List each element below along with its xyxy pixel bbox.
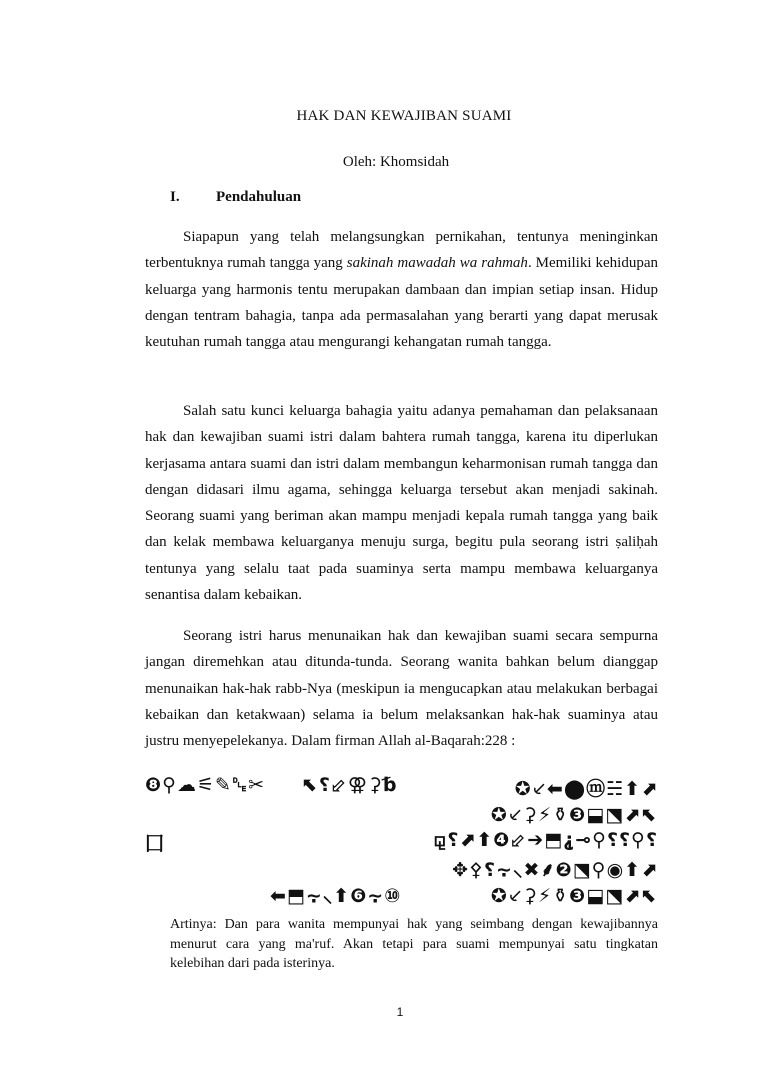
arabic-glyphs-5a: ⬅⬒⸟⸜⬆❻⸟⑩ (270, 885, 402, 907)
paragraph-1-italic: sakinah mawadah wa rahmah (346, 255, 528, 272)
arabic-glyphs-3b: ⚼⸮⬈⬆❹⬃➔⬒⸘⊸⚲⸮⸮⚲⸮ (433, 829, 658, 851)
arabic-verse-line-4: ✥⚴⸮⸟⸜✖⸙❷⬔⚲◉⬆⬈ (452, 859, 658, 881)
arabic-glyphs-1c: ✪⸔⬅⬤ⓜ☵⬆⬈ (514, 778, 658, 800)
paragraph-1-text-b: . Memiliki kehidupan keluarga yang harmonis tentu merupakan dambaan dan impian setiap insan. Hidup dengan tentram bahagia, tanpa ada permasalahan yang berarti yang dapat merusak keutuhan rumah tangga atau mengurangi kehangatan rumah tangga. (145, 255, 658, 351)
document-title: HAK DAN KEWAJIBAN SUAMI (296, 108, 512, 124)
section-number: I. (170, 189, 180, 205)
section-heading (170, 189, 301, 206)
section-title: Pendahuluan (216, 189, 302, 205)
arabic-glyphs-1b: ⬉⸮⬃⚢⚳␢ (302, 774, 398, 796)
paragraph-3: Seorang istri harus menunaikan hak dan kewajiban suami secara sempurna jangan diremehkan atau ditunda-tunda. Seorang wanita bahkan belum dianggap menunaikan hak-hak rabb-Nya (meskipun ia mengucapkan atau melakukan berbagai kebaikan dan ketakwaan) selama ia belum melaksankan hak-hak suaminya atau justru menyepelekanya. Dalam firman Allah al-Baqarah:228 : (145, 628, 658, 750)
arabic-glyphs-3a: ⼞ (145, 833, 166, 855)
arabic-glyphs-1a: ❽⚲☁⚟✎␐✂ (145, 774, 266, 796)
paragraph-1 (145, 224, 658, 355)
arabic-glyphs-5b: ✪⸔⚳⚡⚱❸⬓⬔⬈⬉ (490, 885, 658, 907)
author-line: Oleh: Khomsidah (342, 154, 450, 170)
page-number: 1 (396, 1005, 404, 1019)
paragraph-1-text-a: Siapapun yang telah melangsungkan pernikahan, tentunya meninginkan terbentuknya rumah tangga yang (145, 229, 658, 272)
paragraph-2: Salah satu kunci keluarga bahagia yaitu adanya pemahaman dan pelaksanaan hak dan kewajiban suami istri dalam bahtera rumah tangga, karena itu diperlukan kerjasama antara suami dan istri dalam membangun keharmonisan rumah tangga dan dengan didasari ilmu agama, sehingga keluarga tersebut akan menjadi sakinah. Seorang suami yang beriman akan mampu menjadi kepala rumah tangga yang baik dan kelak membawa keluarganya menuju surga, begitu pula seorang istri ṣaliḥah tentunya yang selalu taat pada suaminya serta mampu membawa keluarganya senantisa dalam kebaikan. (145, 403, 658, 604)
verse-translation: Artinya: Dan para wanita mempunyai hak yang seimbang dengan kewajibannya menurut cara yang ma'ruf. Akan tetapi para suami mempunyai satu tingkatan kelebihan dari pada isterinya. (170, 917, 658, 972)
arabic-verse-line-2: ✪⸔⚳⚡⚱❸⬓⬔⬈⬉ (490, 804, 658, 826)
